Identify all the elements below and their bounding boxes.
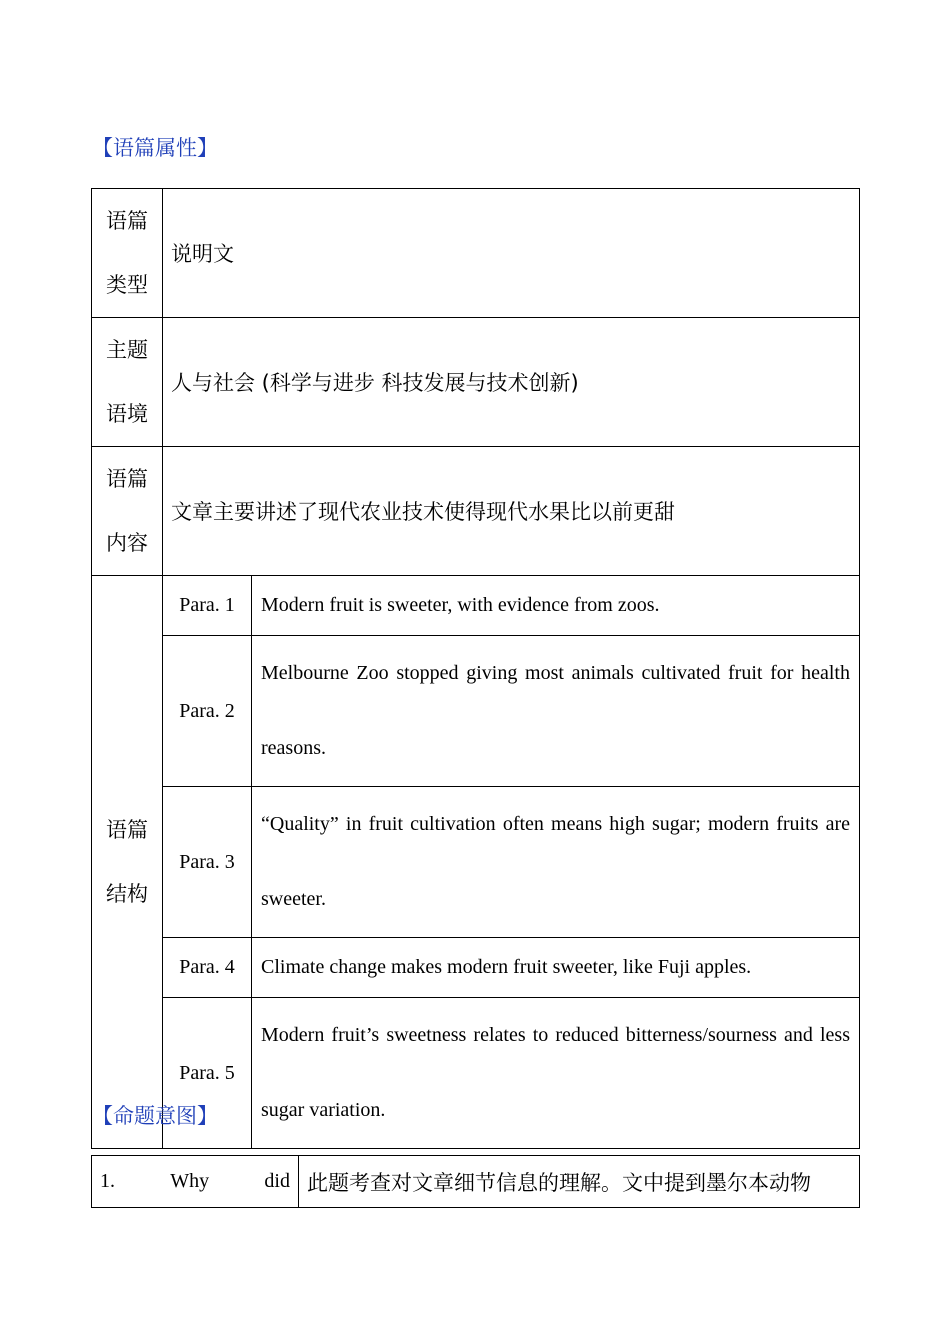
question-word: did bbox=[264, 1170, 290, 1192]
structure-label: 语篇 结构 bbox=[92, 576, 163, 1149]
para-label: Para. 2 bbox=[163, 636, 252, 787]
theme-row bbox=[92, 318, 860, 447]
structure-row bbox=[92, 576, 860, 636]
structure-row bbox=[92, 938, 860, 998]
para-summary: Melbourne Zoo stopped giving most animals cultivated fruit for health reasons. bbox=[252, 636, 860, 787]
structure-row bbox=[92, 636, 860, 787]
content-label: 语篇 内容 bbox=[92, 447, 163, 576]
question-analysis: 此题考查对文章细节信息的理解。文中提到墨尔本动物 bbox=[299, 1156, 860, 1208]
question-number: 1. bbox=[100, 1170, 115, 1192]
para-summary: “Quality” in fruit cultivation often means high sugar; modern fruits are sweeter. bbox=[252, 787, 860, 938]
content-row bbox=[92, 447, 860, 576]
intent-heading: 【命题意图】 bbox=[92, 1104, 218, 1128]
type-label: 语篇 类型 bbox=[92, 189, 163, 318]
type-row bbox=[92, 189, 860, 318]
theme-label: 主题 语境 bbox=[92, 318, 163, 447]
theme-value: 人与社会 (科学与进步 科技发展与技术创新) bbox=[163, 318, 860, 447]
para-summary: Modern fruit’s sweetness relates to reduced bitterness/sourness and less sugar variation. bbox=[252, 998, 860, 1149]
para-label: Para. 1 bbox=[163, 576, 252, 636]
attributes-heading: 【语篇属性】 bbox=[92, 136, 218, 160]
question-table bbox=[91, 1155, 860, 1208]
question-word: Why bbox=[170, 1170, 210, 1192]
attributes-table bbox=[91, 188, 860, 1149]
para-summary: Climate change makes modern fruit sweeter, like Fuji apples. bbox=[252, 938, 860, 998]
content-value: 文章主要讲述了现代农业技术使得现代水果比以前更甜 bbox=[163, 447, 860, 576]
para-summary: Modern fruit is sweeter, with evidence from zoos. bbox=[252, 576, 860, 636]
question-row bbox=[92, 1156, 860, 1208]
type-value: 说明文 bbox=[163, 189, 860, 318]
para-label: Para. 4 bbox=[163, 938, 252, 998]
structure-row bbox=[92, 787, 860, 938]
question-text bbox=[92, 1156, 299, 1208]
para-label: Para. 3 bbox=[163, 787, 252, 938]
para-label: Para. 5 bbox=[163, 998, 252, 1149]
